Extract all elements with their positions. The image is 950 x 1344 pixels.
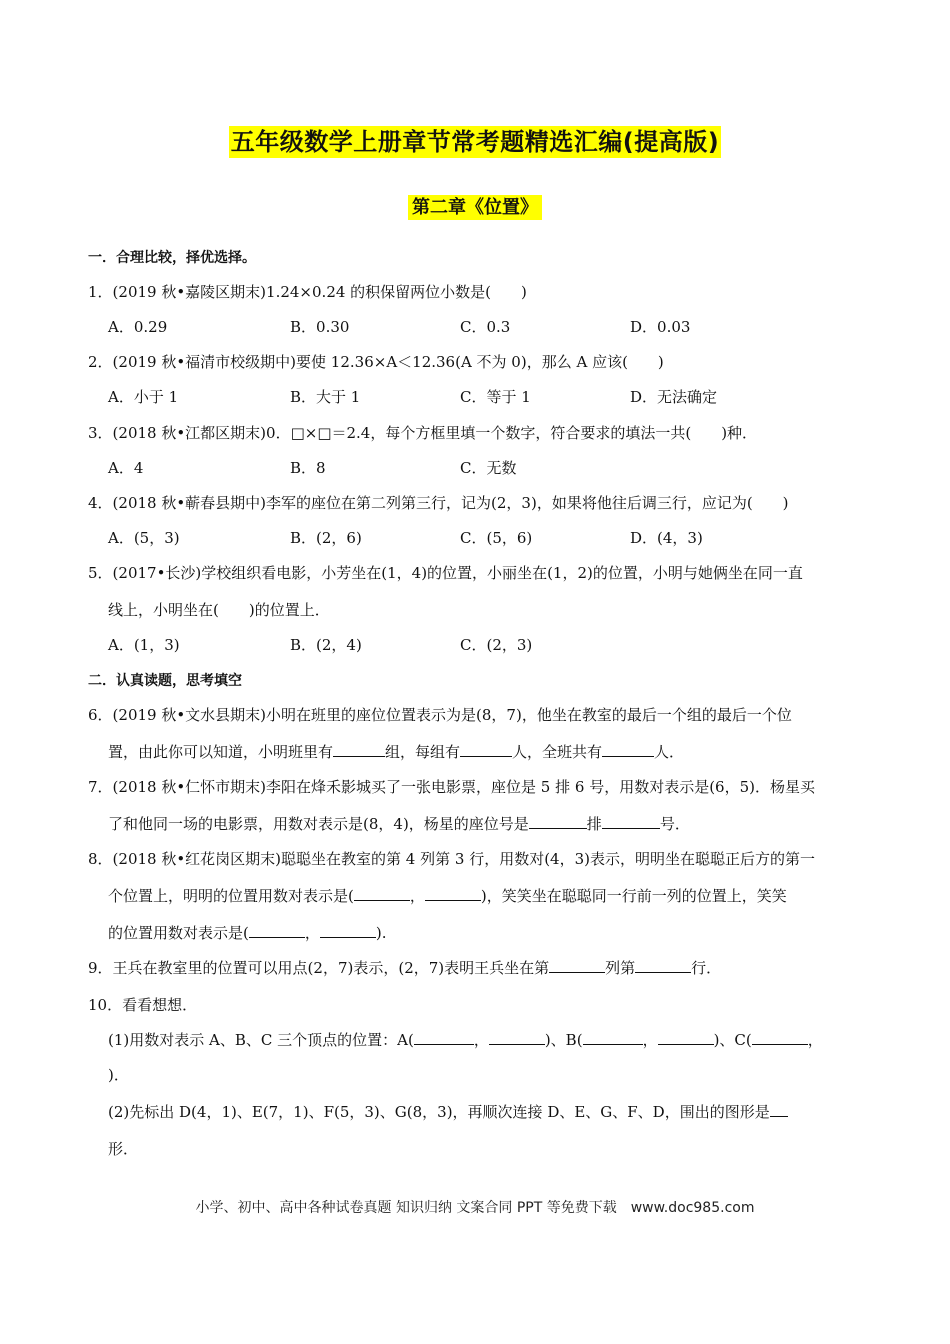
q5-option-a: A．(1，3): [108, 636, 180, 654]
q1-option-b: B．0.30: [290, 318, 350, 336]
answer-blank[interactable]: [583, 1030, 643, 1045]
q5-option-b: B．(2，4): [290, 636, 362, 654]
page-footer: 小学、初中、高中各种试卷真题 知识归纳 文案合同 PPT 等免费下载 www.doc985.com: [195, 1200, 755, 1216]
q2-option-b: B．大于 1: [290, 388, 361, 406]
q5-option-c: C．(2，3): [460, 636, 533, 654]
answer-blank[interactable]: [752, 1030, 808, 1045]
q1-option-a: A．0.29: [108, 318, 168, 336]
question-9: 9．王兵在教室里的位置可以用点(2，7)表示，(2，7)表明王兵坐在第 列第 行．: [88, 959, 722, 977]
question-8-line-3: 的位置用数对表示是( ， ).: [108, 924, 387, 942]
q4-option-a: A．(5，3): [108, 529, 180, 547]
q1-option-d: D．0.03: [630, 318, 691, 336]
answer-blank[interactable]: [549, 958, 605, 973]
document-title: 五年级数学上册章节常考题精选汇编(提高版): [230, 128, 720, 156]
answer-blank[interactable]: [489, 1030, 545, 1045]
q4-option-c: C．(5，6): [460, 529, 533, 547]
q1-option-c: C．0.3: [460, 318, 511, 336]
answer-blank[interactable]: [249, 923, 305, 938]
question-10-part-2: (2)先标出 D(4，1)、E(7，1)、F(5，3)、G(8，3)，再顺次连接 D、E、G、F、D，围出的图形是: [108, 1102, 788, 1122]
answer-blank[interactable]: [635, 958, 691, 973]
question-5-line-1: 5．(2017•长沙)学校组织看电影，小芳坐在(1，4)的位置，小丽坐在(1，2)的位置，小明与她俩坐在同一直: [88, 564, 803, 582]
answer-blank[interactable]: [425, 886, 481, 901]
question-6-line-1: 6．(2019 秋•文水县期末)小明在班里的座位位置表示为是(8，7)，他坐在教室的最后一个组的最后一个位: [88, 706, 792, 724]
answer-blank[interactable]: [354, 886, 410, 901]
q2-option-a: A．小于 1: [108, 388, 179, 406]
section-1-heading: 一．合理比较，择优选择。: [88, 250, 256, 266]
answer-blank[interactable]: [770, 1102, 788, 1117]
question-10-heading: 10．看看想想．: [88, 996, 198, 1014]
q3-option-b: B．8: [290, 459, 326, 477]
answer-blank[interactable]: [320, 923, 376, 938]
chapter-title: 第二章《位置》: [0, 193, 950, 219]
answer-blank[interactable]: [658, 1030, 714, 1045]
question-1: 1．(2019 秋•嘉陵区期末)1.24×0.24 的积保留两位小数是( ): [88, 283, 527, 301]
question-10-part-2-end: 形．: [108, 1140, 139, 1158]
q3-option-c: C．无数: [460, 459, 517, 477]
question-10-part-1: (1)用数对表示 A、B、C 三个顶点的位置：A( ， )、B( ， )、C( ，: [108, 1031, 823, 1049]
answer-blank[interactable]: [529, 814, 587, 829]
question-7-line-1: 7．(2018 秋•仁怀市期末)李阳在烽禾影城买了一张电影票，座位是 5 排 6 号，用数对表示是(6，5)．杨星买: [88, 778, 815, 796]
answer-blank[interactable]: [460, 742, 512, 757]
answer-blank[interactable]: [414, 1030, 474, 1045]
question-10-part-1-end: )．: [108, 1066, 129, 1084]
question-4: 4．(2018 秋•蕲春县期中)李军的座位在第二列第三行，记为(2，3)，如果将他往后调三行，应记为( ): [88, 494, 789, 512]
question-8-line-1: 8．(2018 秋•红花岗区期末)聪聪坐在教室的第 4 列第 3 行，用数对(4，3)表示，明明坐在聪聪正后方的第一: [88, 850, 815, 868]
q4-option-b: B．(2，6): [290, 529, 362, 547]
answer-blank[interactable]: [602, 814, 660, 829]
q2-option-d: D．无法确定: [630, 388, 718, 406]
q2-option-c: C．等于 1: [460, 388, 531, 406]
question-8-line-2: 个位置上，明明的位置用数对表示是( ， )，笑笑坐在聪聪同一行前一列的位置上，笑笑: [108, 887, 787, 905]
q4-option-d: D．(4，3): [630, 529, 703, 547]
question-6-line-2: 置，由此你可以知道，小明班里有 组，每组有 人，全班共有 人．: [108, 743, 685, 761]
question-5-line-2: 线上，小明坐在( )的位置上．: [108, 601, 330, 619]
answer-blank[interactable]: [333, 742, 385, 757]
answer-blank[interactable]: [602, 742, 654, 757]
section-2-heading: 二．认真读题，思考填空: [88, 673, 242, 689]
question-2: 2．(2019 秋•福清市校级期中)要使 12.36×A＜12.36(A 不为 0)，那么 A 应该( ): [88, 353, 664, 371]
question-7-line-2: 了和他同一场的电影票，用数对表示是(8，4)，杨星的座位号是 排 号．: [108, 815, 690, 833]
question-3: 3．(2018 秋•江都区期末)0．□×□＝2.4，每个方框里填一个数字，符合要求的填法一共( )种．: [88, 424, 758, 442]
q3-option-a: A．4: [108, 459, 144, 477]
